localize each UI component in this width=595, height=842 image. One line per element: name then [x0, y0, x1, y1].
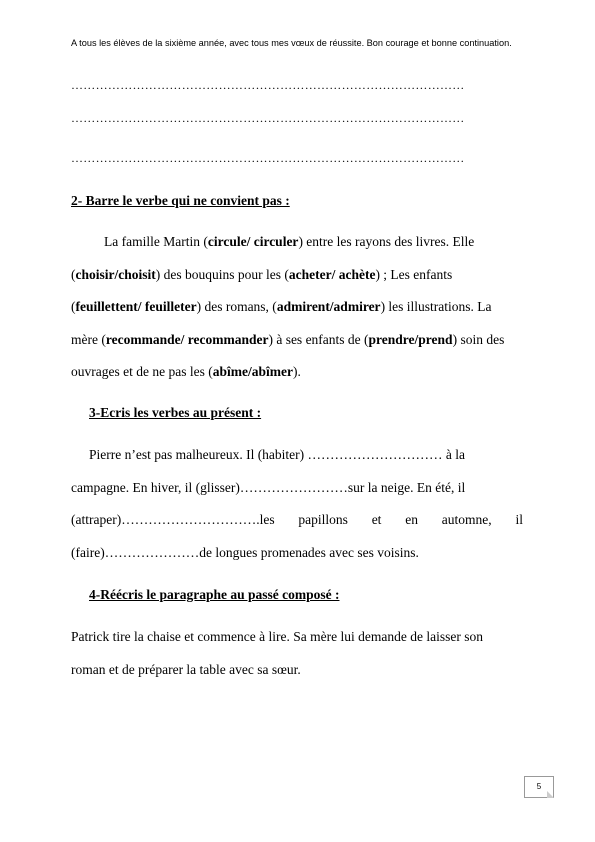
verb-choice: acheter/ achète [288, 266, 376, 282]
paragraph-line: (faire)…………………de longues promenades avec ses voisins. [71, 544, 419, 560]
section-4-paragraph [71, 621, 523, 686]
paragraph-line [71, 226, 523, 259]
verb-choice: circule/ circuler [207, 234, 299, 249]
text-segment: ) à ses enfants de ( [268, 331, 369, 347]
answer-dot-line-1: …………………………………………………………………………………… [71, 78, 465, 92]
section-3-title: 3-Ecris les verbes au présent : [89, 405, 262, 420]
verb-choice: prendre/prend [368, 331, 453, 347]
answer-dot-line-2: …………………………………………………………………………………… [71, 111, 465, 125]
text-segment: ) entre les rayons des livres. Elle [298, 234, 475, 249]
section-4-title: 4-Réécris le paragraphe au passé composé : [89, 587, 340, 602]
paragraph-line [71, 259, 523, 292]
section-2-paragraph [71, 226, 523, 389]
verb-choice: feuillettent/ feuilleter [75, 299, 197, 314]
text-segment: ) les illustrations. La [380, 299, 492, 314]
word: (attraper)………………………….les [71, 512, 275, 527]
paragraph-line [71, 324, 523, 357]
paragraph-line [71, 291, 523, 324]
text-segment: mère ( [71, 331, 106, 347]
paragraph-line: Pierre n’est pas malheureux. Il (habiter) ………………………… à la [89, 447, 466, 462]
answer-dot-line-3: …………………………………………………………………………………… [71, 151, 465, 165]
verb-choice: recommande/ recommander [105, 331, 269, 347]
paragraph-line [71, 356, 523, 389]
paragraph-line: roman et de préparer la table avec sa sœur. [71, 661, 301, 677]
text-segment: ( [71, 266, 76, 282]
paragraph-line: Patrick tire la chaise et commence à lire. Sa mère lui demande de laisser son [71, 629, 483, 644]
word: et [371, 512, 382, 527]
text-segment: ) ; Les enfants [375, 266, 453, 282]
dedication-text: A tous les élèves de la sixième année, avec tous mes vœux de réussite. Bon courage et bonne continuation. [71, 38, 512, 48]
text-segment: La famille Martin ( [104, 234, 208, 249]
text-segment: ) soin des [452, 331, 505, 347]
section-3-paragraph [71, 439, 523, 569]
word: en [405, 512, 418, 527]
verb-choice: abîme/abîmer [212, 364, 293, 379]
text-segment: ) des bouquins pour les ( [155, 266, 289, 282]
text-segment: ( [71, 299, 76, 314]
word: automne, [441, 512, 492, 527]
text-segment: ) des romans, ( [196, 299, 277, 314]
verb-choice: admirent/admirer [276, 299, 381, 314]
paragraph-line: campagne. En hiver, il (glisser)……………………sur la neige. En été, il [71, 479, 466, 495]
word: il [515, 512, 523, 527]
section-2-title: 2- Barre le verbe qui ne convient pas : [71, 193, 290, 208]
page-number: 5 [524, 776, 554, 798]
word: papillons [298, 512, 348, 527]
paragraph-line [71, 504, 523, 537]
text-segment: ouvrages et de ne pas les ( [71, 364, 213, 379]
verb-choice: choisir/choisit [75, 266, 156, 282]
text-segment: ). [292, 364, 301, 379]
